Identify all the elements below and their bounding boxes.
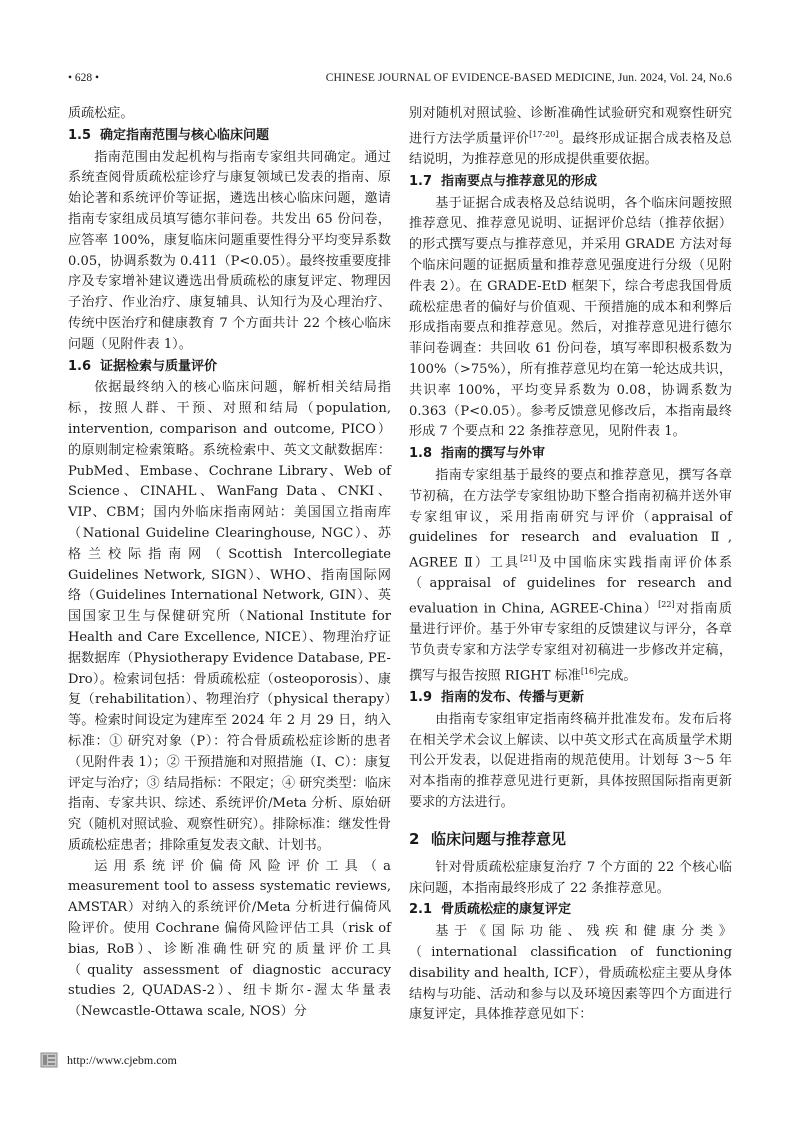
section-number: 2.1 [409,902,433,918]
left-column [68,104,391,1023]
page-number: • 628 • [68,72,100,84]
citation: [22] [658,600,675,610]
section-title: 确定指南范围与核心临床问题 [100,127,270,143]
page-footer [40,1052,177,1072]
journal-logo-icon [40,1052,58,1068]
paragraph: 基于《国际功能、残疾和健康分类》（international classification of functioning disability and health, ICF），骨质疏松症主要从身体结构与功能、活动和参与以及环境因素等四个方面进行康复评定，具体推荐意见如下： [409,924,732,1023]
continued-text: 质疏松症。 [68,106,134,121]
citation: [16] [580,666,598,676]
journal-website-link[interactable]: http://www.cjebm.com [67,1052,177,1067]
section-number: 1.8 [409,446,433,462]
section-title: 证据检索与质量评价 [100,358,218,374]
section-heading-2-1 [409,900,732,921]
paragraph: 指南专家组基于最终的要点和推荐意见，撰写各章节初稿，在方法学专家组协助下整合指南初稿并送外审专家组审议，采用指南研究与评价（appraisal of guidelines for research and evaluation Ⅱ, AGREE Ⅱ）工具[21]及中国临床实践指南评价体系（appraisal of guidelines for research and evaluation in China, AGREE-China）[22]对指南质量进行评价。基于外审专家组的反馈建议与评分，各章节负责专家和方法学专家组对初稿进一步修改并定稿，撰写与报告按照 RIGHT 标准[16]完成。 [409,467,733,684]
section-title: 骨质疏松症的康复评定 [441,902,572,918]
paragraph: 指南范围由发起机构与指南专家组共同确定。通过系统查阅骨质疏松症诊疗与康复领域已发表的指南、原始论著和系统评价等证据，遴选出核心临床问题，邀请指南专家组成员填写德尔菲问卷。共发出 65 份问卷，应答率 100%，康复临床问题重要性得分平均变异系数 0.05，协调系数为 0.411（P<0.05）。最终按重要度排序及专家增补建议遴选出骨质疏松的康复评定、物理因子治疗、作业治疗、康复辅具、认知行为及心理治疗、传统中医治疗和健康教育 7 个方面共计 22 个核心临床问题（见附件表 1）。 [68,149,391,352]
section-title: 临床问题与推荐意见 [431,829,567,848]
section-title: 指南的撰写与外审 [441,446,546,462]
paragraph: 由指南专家组审定指南终稿并批准发布。发布后将在相关学术会议上解读、以中英文形式在高质量学术期刊公开发表，以促进指南的规范使用。计划每 3～5 年对本指南的推荐意见进行更新，具体按照国际指南更新要求的方法进行。 [409,711,732,810]
section-heading-1-8 [409,444,732,465]
section-number: 2 [409,829,420,848]
paragraph: 基于证据合成表格及总结说明，各个临床问题按照推荐意见、推荐意见说明、证据评价总结（推荐依据）的形式撰写要点与推荐意见，并采用 GRADE 方法对每个临床问题的证据质量和推荐意见强度进行分级（见附件表 2）。在 GRADE-EtD 框架下，综合考虑我国骨质疏松症患者的偏好与价值观、干预措施的成本和利弊后形成指南要点和推荐意见。然后，对推荐意见进行德尔菲问卷调查：共回收 61 份问卷，填写率即积极系数为 100%（>75%），所有推荐意见均在第一轮达成共识，共识率 100%，平均变异系数为 0.08，协调系数为 0.363（P<0.05）。参考反馈意见修改后，本指南最终形成 7 个要点和 22 条推荐意见，见附件表 1。 [409,195,732,440]
continued-text: 别对随机对照试验、诊断准确性试验研究和观察性研究进行方法学质量评价[17-20]。最终形成证据合成表格及总结说明，为推荐意见的形成提供重要依据。 [409,106,733,167]
section-title: 指南要点与推荐意见的形成 [441,173,598,189]
section-number: 1.5 [68,127,92,143]
section-heading-2 [409,828,732,850]
right-column [409,104,732,1026]
section-heading-1-6 [68,357,391,378]
citation: [17-20] [529,129,559,139]
section-number: 1.6 [68,358,92,374]
section-number: 1.9 [409,689,433,705]
paragraph: 运用系统评价偏倚风险评价工具（a measurement tool to assess systematic reviews, AMSTAR）对纳入的系统评价/Meta 分析进行偏倚风险评价。使用 Cochrane 偏倚风险评估工具（risk of bias, RoB）、诊断准确性研究的质量评价工具（quality assessment of diagnostic accuracy studies 2, QUADAS-2）、纽卡斯尔-渥太华量表（Newcastle-Ottawa scale, NOS）分 [68,858,391,1020]
section-heading-1-7 [409,172,732,193]
section-heading-1-5 [68,126,391,147]
page-header [68,72,732,90]
section-heading-1-9 [409,688,732,709]
section-number: 1.7 [409,173,433,189]
journal-info: CHINESE JOURNAL OF EVIDENCE-BASED MEDICINE, Jun. 2024, Vol. 24, No.6 [325,72,732,84]
paragraph: 依据最终纳入的核心临床问题，解析相关结局指标，按照人群、干预、对照和结局（population, intervention, comparison and outcome, PICO）的原则制定检索策略。系统检索中、英文文献数据库：PubMed、Embase、Cochrane Library、Web of Science、CINAHL、WanFang Data、CNKI、VIP、CBM；国内外临床指南网站：美国国立指南库（National Guideline Clearinghouse, NGC）、苏格兰校际指南网（Scottish Intercollegiate Guidelines Network, SIGN）、WHO、指南国际网络（Guidelines International Network, GIN）、英国国家卫生与保健研究所（National Institute for Health and Care Excellence, NICE）、物理治疗证据数据库（Physiotherapy Evidence Database, PE-Dro）。检索词包括：骨质疏松症（osteoporosis）、康复（rehabilitation）、物理治疗（physical therapy）等。检索时间设定为建库至 2024 年 2 月 29 日，纳入标准：① 研究对象（P）：符合骨质疏松症诊断的患者（见附件表 1）；② 干预措施和对照措施（I、C）：康复评定与治疗；③ 结局指标：不限定；④ 研究类型：临床指南、专家共识、综述、系统评价/Meta 分析、原始研究（随机对照试验、观察性研究）。排除标准：继发性骨质疏松症患者；排除重复发表文献、计划书。 [68,380,391,853]
citation: [21] [520,554,537,564]
paragraph: 针对骨质疏松症康复治疗 7 个方面的 22 个核心临床问题，本指南最终形成了 22 条推荐意见。 [409,859,732,896]
section-title: 指南的发布、传播与更新 [441,689,585,705]
